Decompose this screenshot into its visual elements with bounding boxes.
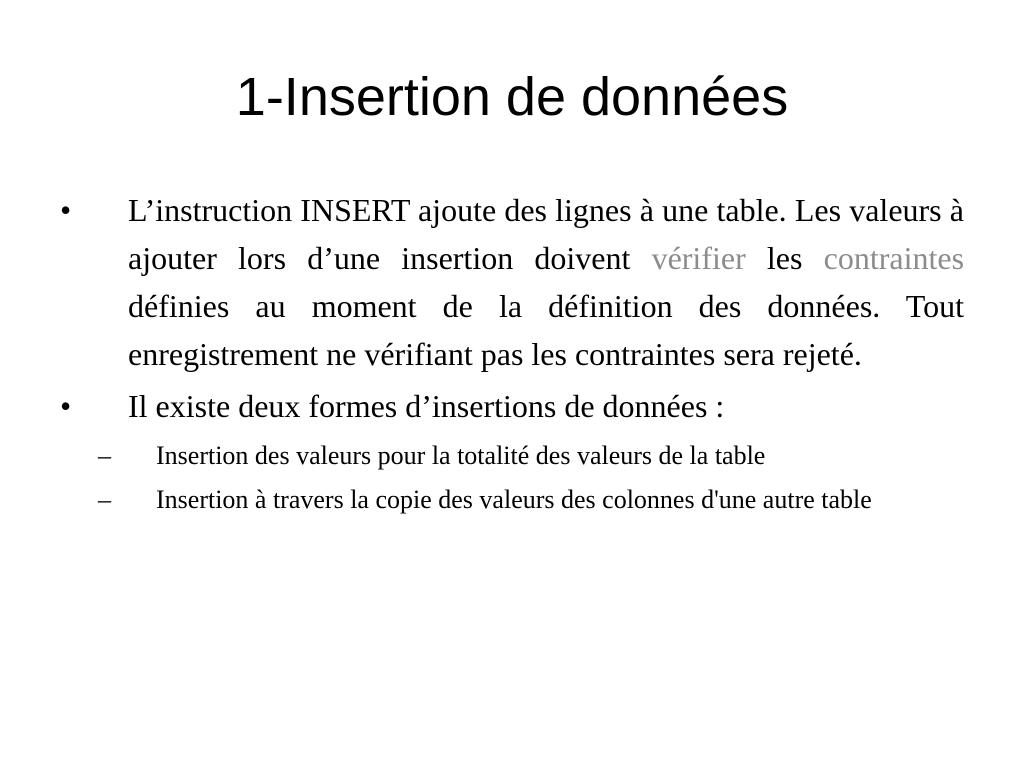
slide-body	[60, 186, 964, 522]
bullet-marker: •	[60, 192, 72, 228]
sub-bullet-item	[60, 478, 964, 522]
highlighted-term-verifier: vérifier	[651, 240, 746, 276]
sub-bullet-text: Insertion à travers la copie des valeurs des colonnes d'une autre table	[156, 485, 872, 514]
dash-marker: –	[98, 485, 111, 514]
sub-bullet-list	[60, 434, 964, 522]
sub-bullet-item	[60, 434, 964, 478]
bullet-item	[60, 382, 964, 430]
sub-bullet-text: Insertion des valeurs pour la totalité des valeurs de la table	[156, 441, 766, 470]
bullet-item	[60, 186, 964, 378]
slide-title: 1-Insertion de données	[235, 67, 789, 127]
highlighted-term-contraintes: contraintes	[823, 240, 965, 276]
dash-marker: –	[98, 441, 111, 470]
bullet-marker: •	[60, 388, 72, 424]
bullet-text-part: L’instruction INSERT ajoute des lignes à une table. Les valeurs à ajouter lors d’une insertion doivent	[128, 192, 964, 276]
bullet-text-part: les	[745, 240, 824, 276]
bullet-text-part: définies au moment de la définition des données. Tout enregistrement ne vérifiant pas les contraintes sera rejeté.	[128, 288, 964, 372]
bullet-text: Il existe deux formes d’insertions de données :	[128, 388, 725, 424]
